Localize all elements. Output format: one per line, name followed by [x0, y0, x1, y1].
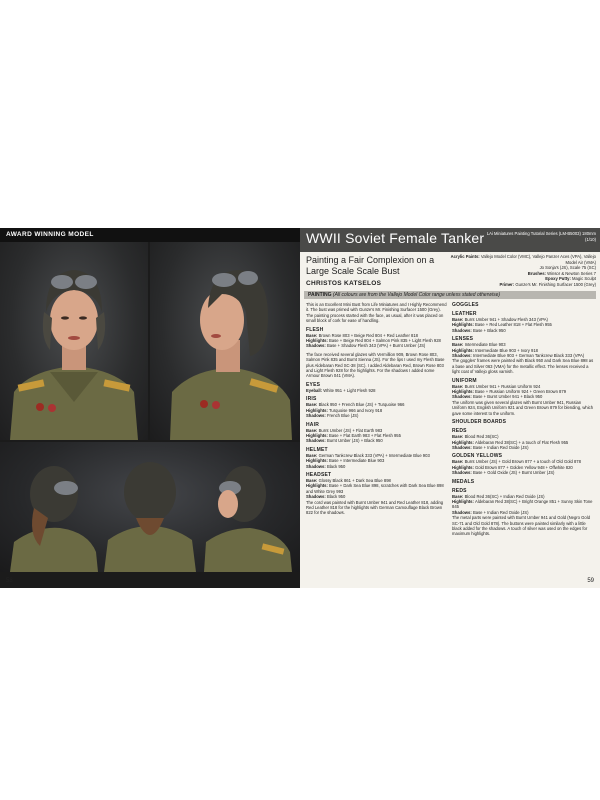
- line-label: Highlights:: [452, 322, 476, 328]
- line-text: The cord was painted with Burnt Umber 941 and Red Leather 818, adding Red Leather 818 for the highlights with German Camouflage Black Brown 822 for the shadows.: [306, 499, 444, 516]
- line-label: Base:: [306, 477, 319, 483]
- line-text: The metal parts were painted with Burnt Umber 941 and Gold (Negro Gold SC-71 and Old Gold 878). The buttons were painted similarly with a little black added for the shadows. A touch of silver was used on the edges for maximum highlights.: [452, 515, 591, 537]
- line-label: Highlights:: [452, 464, 476, 470]
- material-label: Acrylic Paints:: [450, 254, 481, 259]
- section-heading: GOGGLES: [452, 302, 479, 308]
- line-text: Base + Black 950: [472, 327, 506, 333]
- line-label: Base:: [452, 493, 465, 499]
- paint-section: [452, 311, 594, 333]
- section-heading: UNIFORM: [452, 377, 477, 384]
- line-label: Highlights:: [306, 338, 330, 344]
- materials-list: [446, 254, 596, 288]
- line-text: Burnt Umber 941 + Russian Uniform 924: [464, 383, 541, 389]
- line-label: Base:: [306, 402, 319, 408]
- line-label: Highlights:: [452, 498, 476, 504]
- line-label: Shadows:: [306, 343, 327, 349]
- section-heading: SHOULDER BOARDS: [452, 419, 507, 426]
- material-line: [446, 254, 596, 265]
- line-text: Base + Intermediate Blue 903: [329, 458, 385, 464]
- material-value: Magic Sculpt: [572, 276, 596, 282]
- line-label: Base:: [306, 427, 319, 433]
- section-heading: HAIR: [306, 421, 320, 428]
- line-label: Shadows:: [306, 494, 327, 500]
- line-label: Shadows:: [452, 394, 473, 400]
- line-text: Aldebaran Red 38(SC) + a touch of Flat Flesh 955: [475, 439, 569, 445]
- material-value: Jo Sonja's (JS), Scale 75 (SC): [539, 265, 596, 271]
- line-text: Base + Shadow Flesh 343 (VPA) + Burnt Umber (JS): [326, 343, 426, 349]
- line-text: Base + Indian Red Oxide (JS): [472, 509, 529, 515]
- line-text: White 951 + Light Flesh 928: [323, 387, 376, 393]
- line-text: Base + Flat Earth 983 + Flat Flesh 955: [329, 432, 401, 438]
- paint-section: [306, 352, 448, 379]
- magazine-spread: [0, 228, 600, 588]
- section-line: [306, 464, 448, 469]
- line-text: Glossy Black 861 + Dark Sea Blue 898: [318, 477, 391, 483]
- line-label: Highlights:: [306, 483, 330, 489]
- line-text: Burnt Umber (JS) + Flat Earth 983: [318, 427, 383, 433]
- line-text: The uniform was given several glazes with Burnt Umber 941, Russian Uniform 924, English Uniform 921 and Green Brown 879 for blending, which gave some interest to the uniform.: [452, 399, 594, 416]
- right-page: [300, 228, 600, 588]
- line-text: Base + Indian Red Oxide (JS): [472, 444, 529, 450]
- line-text: The goggles' frames were painted with Black 950 and Dark Sea Blue 898 as a base and Silver 063 (VMA) for the metallic effect. The lenses received a light coat of Vallejo gloss varnish.: [452, 358, 594, 375]
- line-text: Blood Red 36(SC): [464, 434, 499, 440]
- line-text: Intermediate Blue 903 + Ivory 918: [475, 347, 538, 353]
- line-label: Highlights:: [452, 389, 476, 395]
- painting-label: PAINTING: [308, 292, 332, 298]
- line-text: Black 950 + French Blue (JS) + Turquoise 966: [318, 402, 405, 408]
- section-heading: HEADSET: [306, 471, 332, 478]
- material-line: [446, 282, 596, 288]
- material-value: Vallejo Model Color (VMC), Vallejo Panzer Aces (VPA), Vallejo Model Air (VMA): [480, 254, 596, 265]
- section-line: [306, 413, 448, 418]
- paint-section: [452, 378, 594, 416]
- section-heading: LENSES: [452, 336, 474, 343]
- line-text: Brown Rose 803 + Beige Red 804 + Red Leather 818: [318, 332, 418, 338]
- section-heading: IRIS: [306, 396, 317, 403]
- line-text: This is an Excellent Mini Bust from Life Miniatures and I Highly Recommend it. The bust was primed with Gunze's Mr. Finishing Surfacer 1500 (Grey). The painting process started with the face, as usual, after it was placed on small block of cork for ease of handling.: [306, 302, 447, 324]
- left-page: [0, 228, 300, 588]
- line-text: Base + Dark Sea Blue 898, scratches with Dark Sea Blue 898 and White Grey 993: [306, 483, 444, 494]
- line-label: Shadows:: [452, 327, 473, 333]
- line-label: Shadows:: [306, 413, 327, 419]
- line-text: German Tankcrew Black 333 (VPA) + Intermediate Blue 903: [318, 452, 430, 458]
- section-line: [452, 499, 594, 510]
- line-text: Base + Gold Oxide (JS) + Burnt Umber (JS): [472, 470, 555, 476]
- line-text: Black 950: [326, 463, 346, 469]
- line-label: Eyeball:: [306, 387, 324, 393]
- page-number-left: 58: [6, 578, 13, 584]
- line-label: Highlights:: [306, 407, 330, 413]
- line-text: Turquoise 966 and Ivory 918: [329, 407, 383, 413]
- line-label: Shadows:: [452, 353, 473, 359]
- paint-section: [452, 428, 594, 450]
- line-label: Base:: [306, 452, 319, 458]
- line-text: Base + Beige Red 804 + Salmon Pink 835 + Light Flesh 928: [329, 338, 441, 344]
- line-label: Highlights:: [452, 347, 476, 353]
- paint-section: [306, 302, 448, 324]
- section-heading: REDS: [452, 487, 467, 494]
- author-name: CHRISTOS KATSELOS: [306, 280, 382, 287]
- line-text: Base + Red Leather 818 + Flat Flesh 955: [475, 322, 552, 328]
- section-heading: HELMET: [306, 446, 328, 453]
- bust-front-illustration: [0, 242, 148, 440]
- article-title: WWII Soviet Female Tanker: [306, 230, 485, 246]
- paint-section: [306, 327, 448, 349]
- paint-section: [306, 382, 448, 393]
- bust-photo-side: [150, 242, 300, 440]
- section-line: [306, 302, 448, 324]
- section-line: [452, 328, 594, 333]
- line-text: Base + Burnt Umber 941 + Black 950: [472, 394, 543, 400]
- paint-section: [306, 396, 448, 418]
- material-label: Brushes:: [527, 270, 548, 276]
- line-label: Highlights:: [306, 432, 330, 438]
- line-label: Highlights:: [452, 439, 476, 445]
- line-text: The face received several glazes with Vermillion 909, Brown Rose 803, Salmon Pink 835 and Burnt Sienna (JS). For the lips I used my Flesh Base plus Aldebaran Red SC-38 (SC). I added Aldebaran Red, Brown Rose 803 and Light Flesh 928 for the highlights. For the shadows I added some Armour Brown 041 (VMA).: [306, 351, 445, 379]
- line-text: French Blue (JS): [326, 413, 359, 419]
- section-heading: MEDALS: [452, 478, 475, 485]
- paint-section: [306, 422, 448, 444]
- line-label: Base:: [306, 332, 319, 338]
- section-heading: GOLDEN YELLOWS: [452, 453, 503, 460]
- section-line: [306, 483, 448, 494]
- paint-section: [306, 472, 448, 516]
- paint-section: [452, 302, 594, 308]
- material-label: Epoxy Putty:: [545, 276, 573, 282]
- section-line: [306, 438, 448, 443]
- material-value: Winsor & Newton Series 7: [547, 270, 596, 276]
- line-text: Burnt Umber (JS) + Gold Brown 877 + a touch of Old Gold 878: [464, 459, 581, 465]
- bust-row-illustration: [0, 442, 300, 572]
- painting-note: (All colours are from the Vallejo Model Color range unless stated otherwise): [332, 292, 501, 298]
- text-column-right: [452, 302, 594, 540]
- line-text: Base + Russian Uniform 924 + Green Brown 879: [475, 389, 567, 395]
- paint-section: [452, 336, 594, 374]
- section-line: [452, 358, 594, 374]
- line-label: Base:: [452, 383, 465, 389]
- material-label: Primer:: [499, 281, 516, 287]
- section-heading: FLESH: [306, 326, 324, 333]
- section-line: [452, 445, 594, 450]
- series-info: LAi Miniatures Painting Tutorial Series (LM-B5003) 180mm (1/10): [486, 231, 596, 242]
- section-line: [452, 400, 594, 416]
- line-label: Shadows:: [452, 509, 473, 515]
- paint-section: [452, 419, 594, 425]
- line-text: Burnt Umber 941 + Shadow Flesh 343 (VPA): [464, 317, 548, 322]
- material-value: Gunze's Mr. Finishing Surfacer 1500 (Grey): [515, 281, 596, 287]
- section-line: [306, 500, 448, 516]
- line-text: Gold Brown 877 + Golden Yellow 948 + Offwhite 820: [475, 464, 573, 470]
- text-column-left: [306, 302, 448, 519]
- line-label: Shadows:: [306, 438, 327, 444]
- page-number-right: 59: [587, 578, 594, 584]
- line-label: Shadows:: [452, 444, 473, 450]
- title-bar: [300, 228, 600, 252]
- section-heading: EYES: [306, 381, 321, 388]
- line-label: Base:: [452, 317, 465, 322]
- section-line: [452, 515, 594, 537]
- paint-section: [452, 453, 594, 475]
- section-line: [306, 352, 448, 379]
- paint-section: [452, 488, 594, 537]
- line-text: Aldebaran Red 38(SC) + Bright Orange 851 + Sunny Skin Tone 845: [452, 498, 593, 510]
- line-text: Burnt Umber (JS) + Black 950: [326, 438, 383, 444]
- bust-side-illustration: [150, 242, 300, 440]
- line-text: Intermediate Blue 903 + German Tankcrew Black 333 (VPA): [472, 353, 585, 359]
- line-text: Blood Red 36(SC) + Indian Red Oxide (JS): [464, 493, 545, 499]
- section-line: [452, 470, 594, 475]
- section-heading: REDS: [452, 428, 467, 435]
- painting-heading-bar: [304, 291, 596, 299]
- section-header: AWARD WINNING MODEL: [0, 228, 300, 242]
- line-label: Shadows:: [306, 463, 327, 469]
- bust-photo-row: [0, 442, 300, 572]
- paint-section: [452, 479, 594, 485]
- paint-section: [306, 447, 448, 469]
- bust-photo-front: [0, 242, 148, 440]
- line-label: Base:: [452, 459, 465, 465]
- section-line: [306, 388, 448, 393]
- article-subtitle: Painting a Fair Complexion on a Large Scale Scale Bust: [306, 255, 435, 276]
- line-label: Highlights:: [306, 458, 330, 464]
- section-heading: LEATHER: [452, 311, 477, 317]
- line-label: Base:: [452, 342, 465, 348]
- line-label: Shadows:: [452, 470, 473, 476]
- line-text: Intermediate Blue 903: [464, 342, 506, 348]
- line-text: Black 950: [326, 494, 346, 500]
- section-line: [306, 343, 448, 348]
- line-label: Base:: [452, 434, 465, 440]
